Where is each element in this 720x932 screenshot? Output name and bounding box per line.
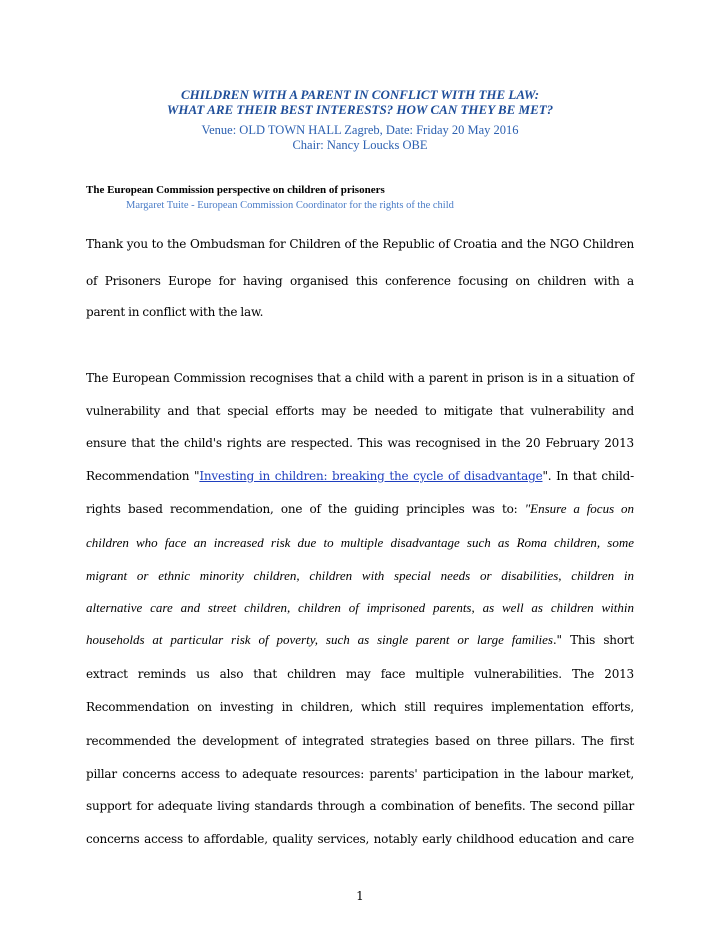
body-line: of Prisoners Europe for having organised this conference focusing on children with a	[86, 274, 634, 288]
conference-title-line-1: CHILDREN WITH A PARENT IN CONFLICT WITH THE LAW:	[180, 87, 540, 102]
quote-text: "Ensure a focus on	[524, 501, 634, 516]
body-line: recommended the development of integrated strategies based on three pillars. The first	[86, 734, 634, 748]
page-number: 1	[356, 889, 364, 903]
chair-line: Chair: Nancy Loucks OBE	[292, 138, 428, 152]
quote-text: households at particular risk of poverty, such as single parent or large families	[86, 632, 553, 647]
body-line: parent in conflict with the law.	[86, 305, 264, 319]
body-line	[86, 499, 634, 519]
body-line: extract reminds us also that children may face multiple vulnerabilities. The 2013	[86, 667, 634, 681]
body-line	[86, 630, 634, 650]
body-text: ". In that child-	[542, 469, 634, 483]
body-line: vulnerability and that special efforts may be needed to mitigate that vulnerability and	[86, 404, 634, 418]
body-text: ." This short	[552, 633, 634, 647]
speaker-line: Margaret Tuite - European Commission Coordinator for the rights of the child	[126, 200, 454, 211]
body-line: The European Commission recognises that a child with a parent in prison is in a situation of	[86, 371, 634, 385]
body-text: Recommendation "	[86, 469, 200, 483]
body-line: ensure that the child's rights are respected. This was recognised in the 20 February 2013	[86, 436, 634, 450]
body-line	[86, 466, 634, 486]
section-title: The European Commission perspective on children of prisoners	[86, 184, 385, 196]
body-text: rights based recommendation, one of the guiding principles was to:	[86, 502, 518, 516]
quote-line: migrant or ethnic minority children, children with special needs or disabilities, children in	[86, 568, 634, 583]
recommendation-link[interactable]: Investing in children: breaking the cycle of disadvantage	[199, 469, 543, 483]
body-line: Recommendation on investing in children, which still requires implementation efforts,	[86, 700, 634, 714]
body-line: concerns access to affordable, quality services, notably early childhood education and care	[86, 832, 634, 846]
body-line: Thank you to the Ombudsman for Children of the Republic of Croatia and the NGO Children	[86, 237, 634, 251]
venue-line: Venue: OLD TOWN HALL Zagreb, Date: Friday 20 May 2016	[201, 123, 519, 137]
body-line: support for adequate living standards through a combination of benefits. The second pillar	[86, 799, 634, 813]
quote-line: alternative care and street children, children of imprisoned parents, as well as children within	[86, 600, 634, 615]
body-line: pillar concerns access to adequate resources: parents' participation in the labour market,	[86, 767, 634, 781]
conference-title-line-2: WHAT ARE THEIR BEST INTERESTS? HOW CAN THEY BE MET?	[166, 102, 554, 117]
quote-line: children who face an increased risk due to multiple disadvantage such as Roma children, some	[86, 535, 634, 550]
